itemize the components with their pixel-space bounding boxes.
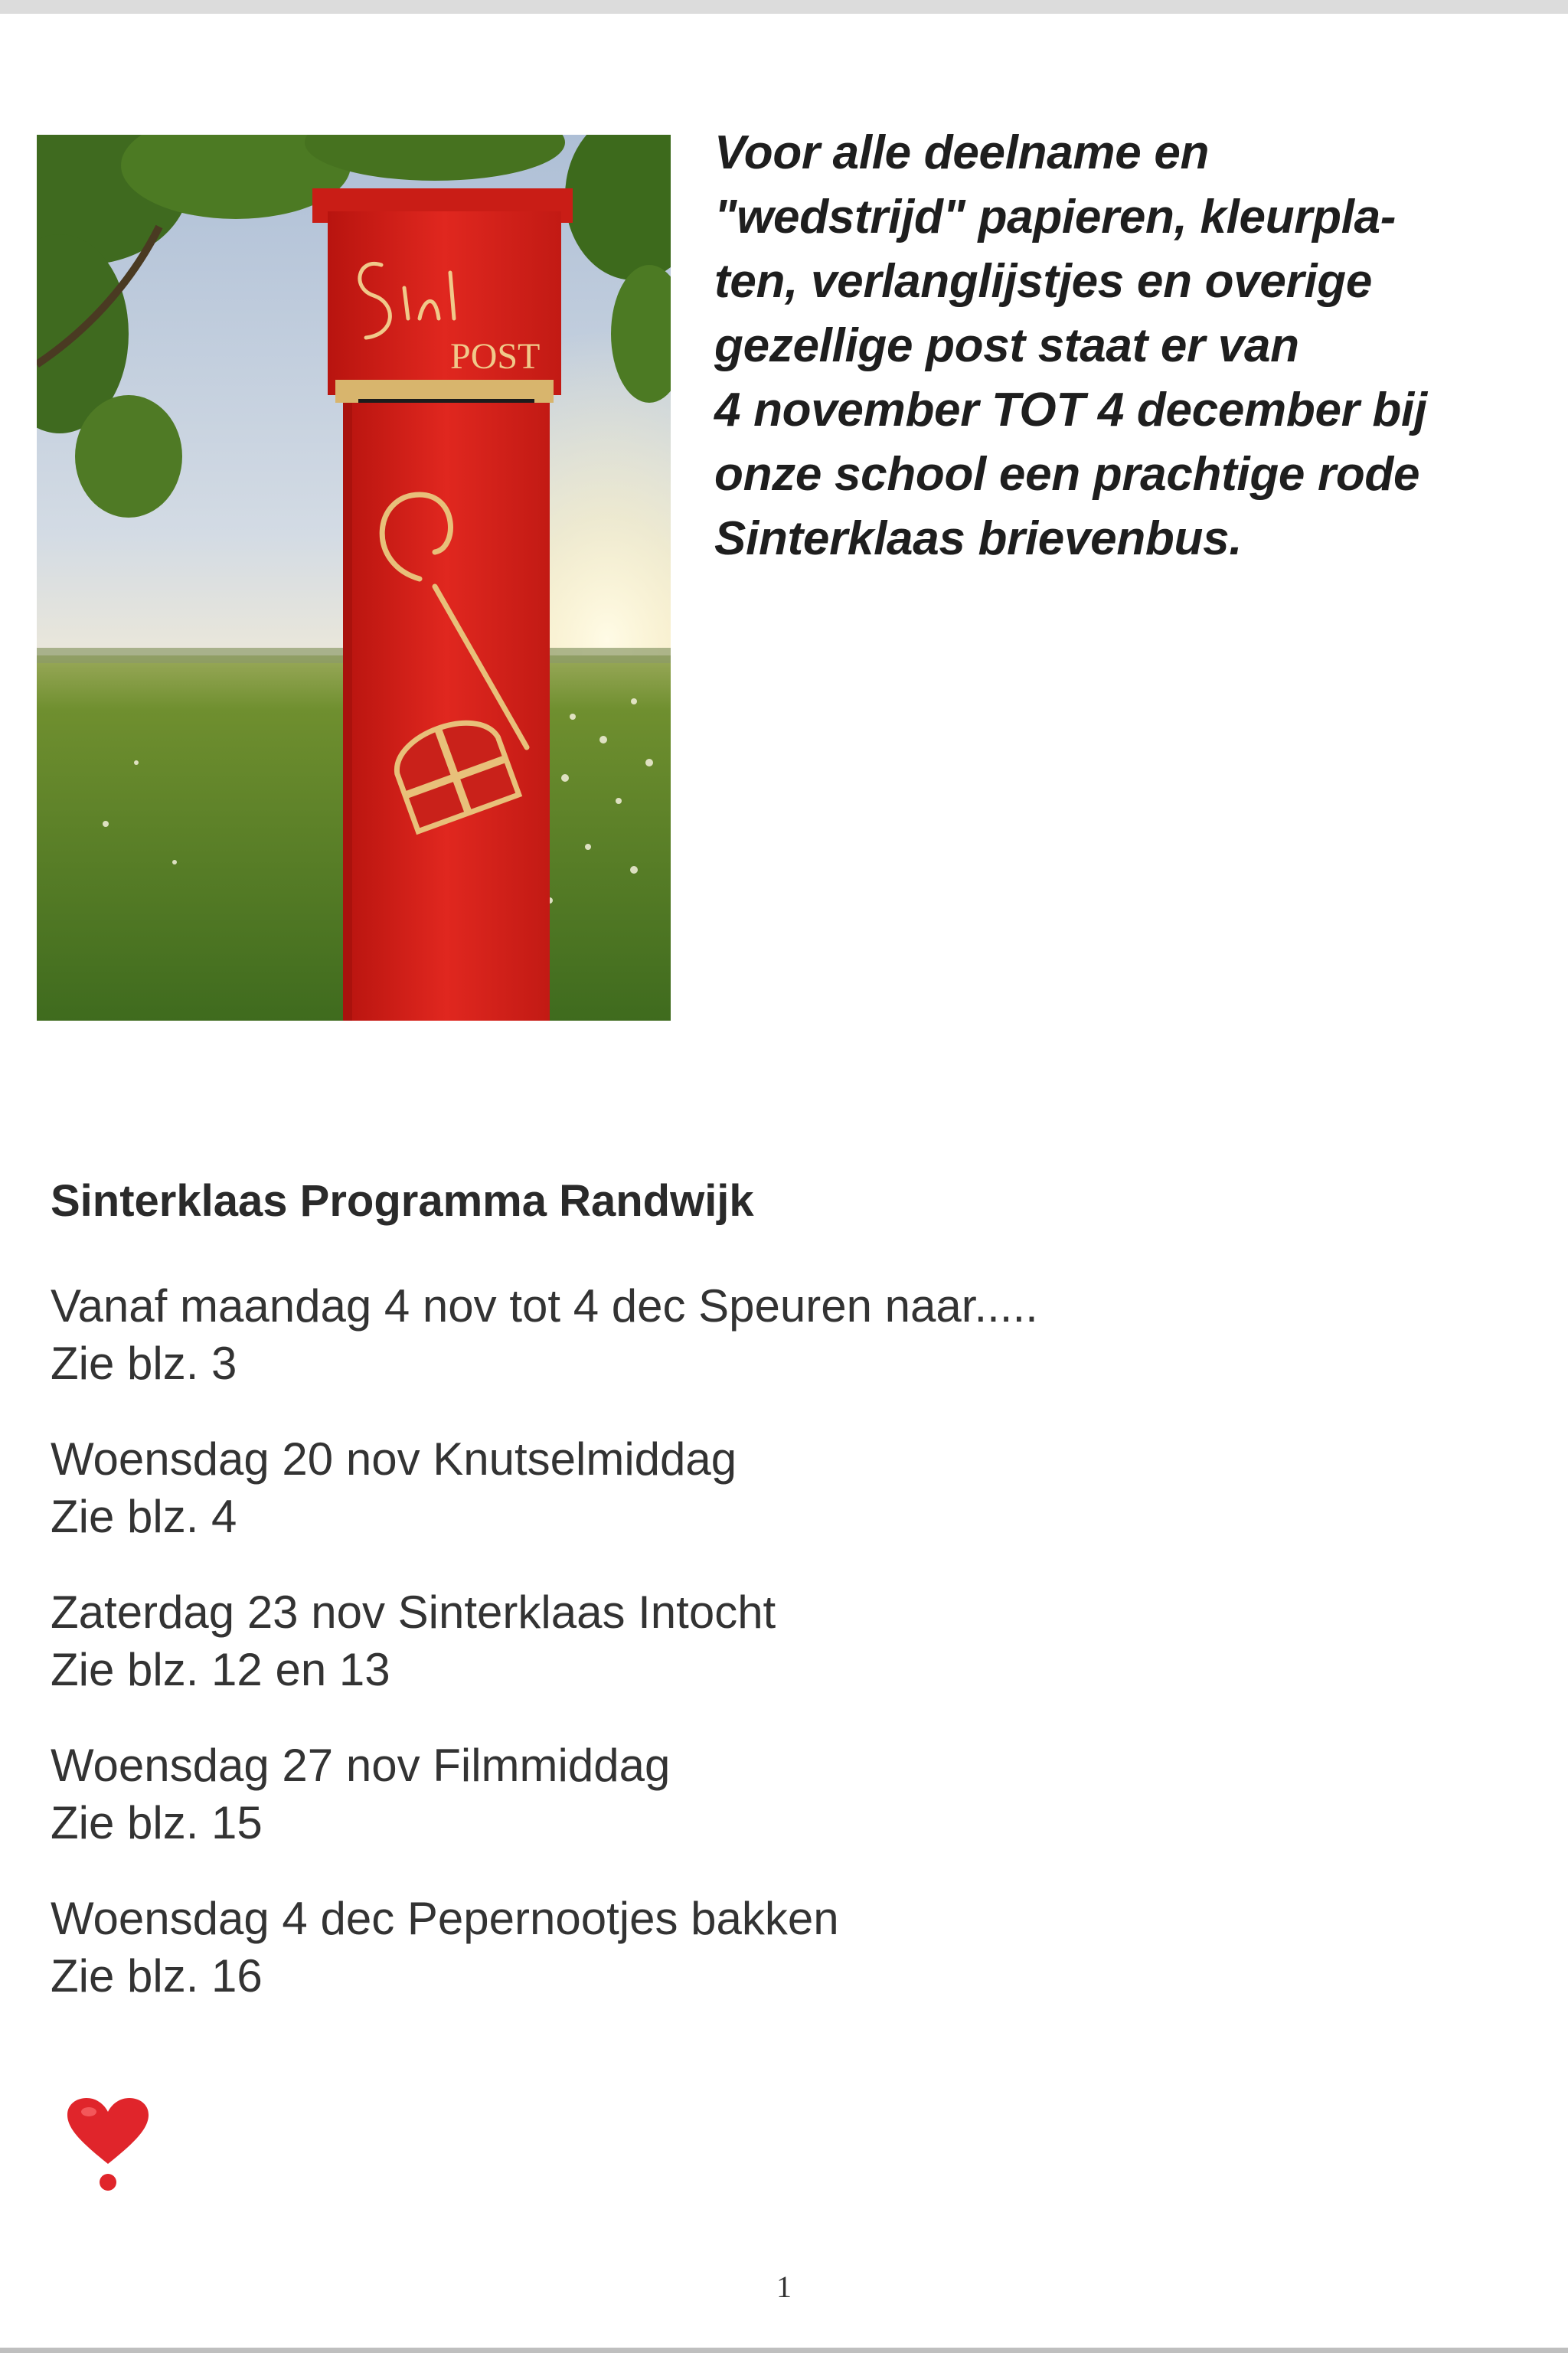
announcement-line: onze school een prachtige rode bbox=[714, 448, 1420, 501]
announcement-line: "wedstrijd" papieren, kleurpla- bbox=[714, 191, 1396, 243]
mailbox-announcement bbox=[714, 121, 1557, 571]
event-page-reference: Zie blz. 16 bbox=[51, 1950, 263, 2002]
program-list bbox=[51, 1277, 1199, 2043]
program-item bbox=[51, 1277, 1199, 1392]
page-number: 1 bbox=[776, 2270, 792, 2304]
event-description: Zaterdag 23 nov Sinterklaas Intocht bbox=[51, 1587, 776, 1638]
program-item bbox=[51, 1430, 1199, 1545]
event-page-reference: Zie blz. 3 bbox=[51, 1338, 237, 1389]
program-item bbox=[51, 1583, 1199, 1698]
announcement-line: Voor alle deelname en bbox=[714, 126, 1210, 179]
sint-post-mailbox-photo bbox=[37, 135, 671, 1021]
event-page-reference: Zie blz. 12 en 13 bbox=[51, 1644, 390, 1695]
bottom-edge bbox=[0, 2348, 1568, 2353]
announcement-line: Sinterklaas brievenbus. bbox=[714, 512, 1243, 565]
heavy-heart-exclamation-icon bbox=[66, 2096, 150, 2192]
announcement-line: ten, verlanglijstjes en overige bbox=[714, 255, 1373, 308]
event-page-reference: Zie blz. 4 bbox=[51, 1491, 237, 1542]
event-description: Woensdag 4 dec Pepernootjes bakken bbox=[51, 1893, 839, 1944]
event-page-reference: Zie blz. 15 bbox=[51, 1797, 263, 1848]
svg-text:POST: POST bbox=[450, 336, 541, 377]
program-item bbox=[51, 1890, 1199, 2005]
event-description: Woensdag 20 nov Knutselmiddag bbox=[51, 1433, 737, 1485]
program-item bbox=[51, 1737, 1199, 1851]
top-edge bbox=[0, 0, 1568, 14]
event-description: Vanaf maandag 4 nov tot 4 dec Speuren naar..... bbox=[51, 1280, 1038, 1332]
announcement-line: 4 november TOT 4 december bij bbox=[714, 384, 1427, 436]
program-title: Sinterklaas Programma Randwijk bbox=[51, 1176, 754, 1226]
event-description: Woensdag 27 nov Filmmiddag bbox=[51, 1740, 671, 1791]
announcement-line: gezellige post staat er van bbox=[714, 319, 1299, 372]
